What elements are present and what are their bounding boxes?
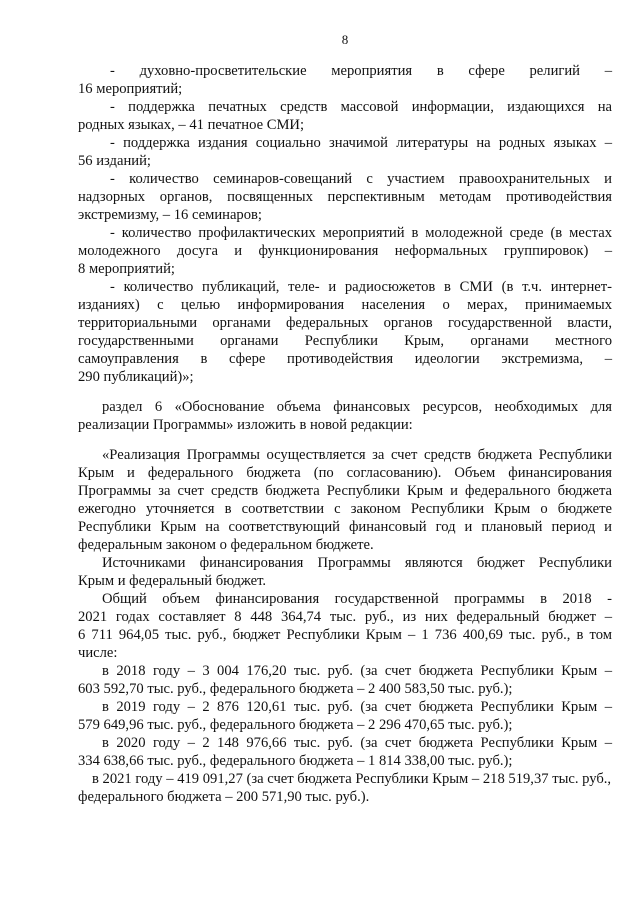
text-line: числе: <box>78 645 118 661</box>
text-line: - количество профилактических мероприятий в молодежной среде (в местах <box>110 225 612 241</box>
text-line: в 2021 году – 419 091,27 (за счет бюджета Республики Крым – 218 519,37 тыс. руб., <box>92 771 612 787</box>
text-line: 603 592,70 тыс. руб., федерального бюджета – 2 400 583,50 тыс. руб.); <box>78 681 513 697</box>
text-line: 290 публикаций)»; <box>78 369 194 385</box>
text-line: 56 изданий; <box>78 153 151 169</box>
text-line: надзорных органов, посвященных перспективным методам противодействия <box>78 189 612 205</box>
text-line: федерального бюджета – 200 571,90 тыс. руб.). <box>78 789 370 805</box>
text-line: ежегодно уточняется в соответствии с законом Республики Крым о бюджете <box>78 501 612 517</box>
text-line: Программы за счет средств бюджета Республики Крым и федерального бюджета <box>78 483 612 499</box>
text-line: территориальными органами федеральных органов государственной власти, <box>78 315 612 331</box>
text-line: 16 мероприятий; <box>78 81 183 97</box>
text-line: «Реализация Программы осуществляется за счет средств бюджета Республики <box>102 447 612 463</box>
text-line: - количество семинаров-совещаний с участием правоохранительных и <box>110 171 612 187</box>
text-line: - поддержка печатных средств массовой информации, издающихся на <box>110 99 612 115</box>
page-number: 8 <box>341 32 349 47</box>
text-line: экстремизму, – 16 семинаров; <box>78 207 262 223</box>
text-line: 579 649,96 тыс. руб., федерального бюджета – 2 296 470,65 тыс. руб.); <box>78 717 513 733</box>
text-line: Общий объем финансирования государственной программы в 2018 - <box>102 591 612 607</box>
text-line: Крым и федеральный бюджет. <box>78 573 267 589</box>
text-line: - поддержка издания социально значимой литературы на родных языках – <box>110 135 612 151</box>
text-line: в 2019 году – 2 876 120,61 тыс. руб. (за счет бюджета Республики Крым – <box>102 699 612 715</box>
text-line: федеральным законом о федеральном бюджете. <box>78 537 374 553</box>
text-line: Источниками финансирования Программы являются бюджет Республики <box>102 555 612 571</box>
text-line: в 2018 году – 3 004 176,20 тыс. руб. (за счет бюджета Республики Крым – <box>102 663 612 679</box>
text-line: - количество публикаций, теле- и радиосюжетов в СМИ (в т.ч. интернет- <box>110 279 612 295</box>
text-line: 2021 годах составляет 8 448 364,74 тыс. руб., из них федеральный бюджет – <box>78 609 612 625</box>
text-line: Крым и федерального бюджета (по согласованию). Объем финансирования <box>78 465 612 481</box>
text-line: в 2020 году – 2 148 976,66 тыс. руб. (за счет бюджета Республики Крым – <box>102 735 612 751</box>
text-line: 334 638,66 тыс. руб., федерального бюджета – 1 814 338,00 тыс. руб.); <box>78 753 513 769</box>
text-line: родных языках, – 41 печатное СМИ; <box>78 117 305 133</box>
text-line: изданиях) с целью информирования населения о мерах, принимаемых <box>78 297 612 313</box>
text-line: 6 711 964,05 тыс. руб., бюджет Республики Крым – 1 736 400,69 тыс. руб., в том <box>78 627 612 643</box>
text-line: реализации Программы» изложить в новой редакции: <box>78 417 413 433</box>
text-line: молодежного досуга и функционирования неформальных группировок) – <box>78 243 612 259</box>
text-line: 8 мероприятий; <box>78 261 175 277</box>
text-line: раздел 6 «Обоснование объема финансовых ресурсов, необходимых для <box>102 399 612 415</box>
text-line: Республики Крым на соответствующий финансовый год и плановый период и <box>78 519 612 535</box>
text-line: - духовно-просветительские мероприятия в сфере религий – <box>110 63 612 79</box>
text-line: государственными органами Республики Крым, органами местного <box>78 333 612 349</box>
text-line: самоуправления в сфере противодействия идеологии экстремизма, – <box>78 351 612 367</box>
